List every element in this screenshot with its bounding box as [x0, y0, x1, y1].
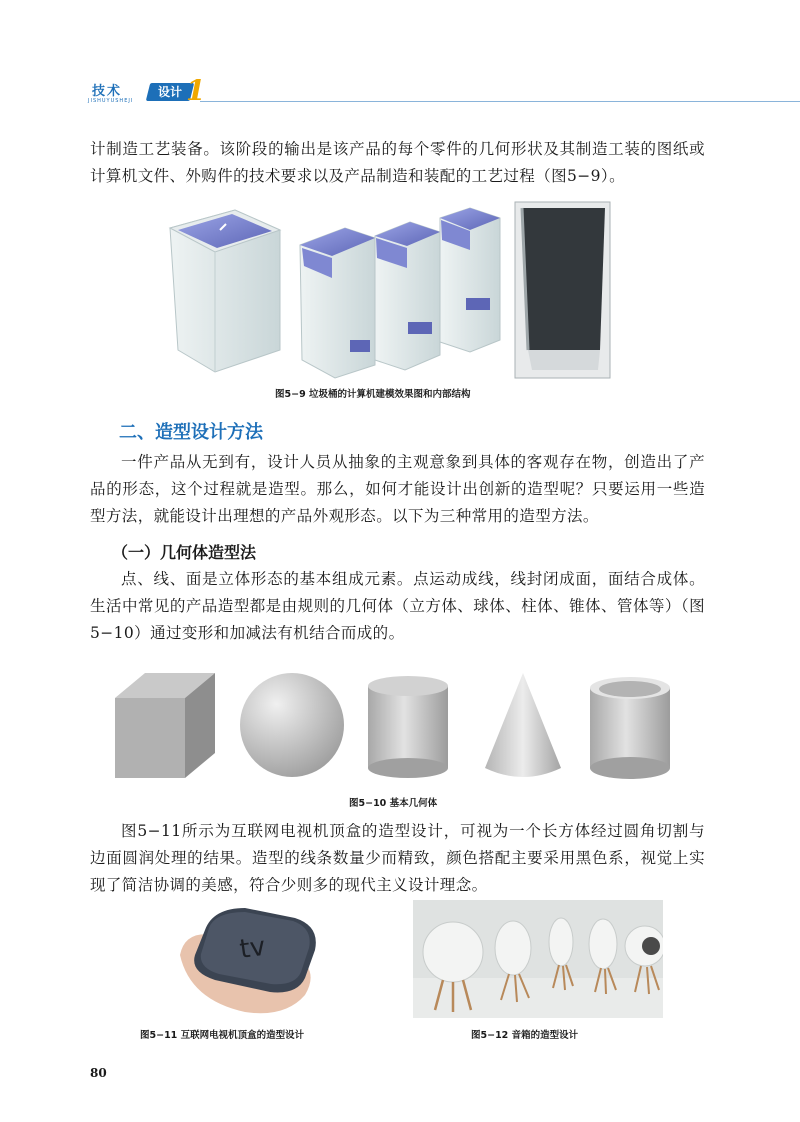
page-number: 80 — [90, 1066, 107, 1080]
cone-shape — [485, 673, 561, 777]
section-heading: 二、造型设计方法 — [119, 422, 263, 443]
caption-figure-5-9: 图5−9 垃圾桶的计算机建模效果图和内部结构 — [275, 389, 471, 400]
caption-figure-5-10: 图5−10 基本几何体 — [349, 798, 438, 809]
paragraph-styling-method: 一件产品从无到有，设计人员从抽象的主观意象到具体的客观存在物，创造出了产品的形态，这个过程就是造型。那么，如何才能设计出创新的造型呢？只要运用一些造型方法，就能设计出理想的产品外观形态。以下为三种常用的造型方法。 — [90, 453, 705, 525]
figure-5-11-tv-box — [175, 900, 325, 1018]
header-volume-number: 1 — [186, 74, 206, 107]
subsection-heading: （一）几何体造型法 — [112, 543, 257, 562]
header-badge-label: 设计 — [157, 85, 182, 99]
paragraph-intro: 计制造工艺装备。该阶段的输出是该产品的每个零件的几何形状及其制造工装的图纸或计算机文件、外购件的技术要求以及产品制造和装配的工艺过程（图5−9）。 — [90, 140, 705, 185]
paragraph-geometry: 点、线、面是立体形态的基本组成元素。点运动成线，线封闭成面，面结合成体。生活中常见的产品造型都是由规则的几何体（立方体、球体、柱体、锥体、管体等）（图5−10）通过变形和加减法有机结合而成的。 — [90, 570, 705, 642]
header-pinyin: JISHUYUSHEJI — [88, 98, 134, 104]
caption-figure-5-11: 图5−11 互联网电视机顶盒的造型设计 — [140, 1030, 305, 1041]
sphere-shape — [240, 673, 344, 777]
header-subject: 技术 — [92, 84, 123, 99]
figure-5-12-speakers — [413, 900, 663, 1018]
triple-bins — [300, 208, 500, 378]
tv-box-logo: tv — [237, 931, 268, 965]
figure-5-9-trash-bins — [160, 200, 620, 380]
cube-shape — [115, 673, 215, 778]
figure-5-10-basic-solids — [100, 668, 700, 788]
bin-cutaway — [515, 202, 610, 378]
header-rule — [200, 101, 800, 102]
paragraph-tv-box: 图5−11所示为互联网电视机顶盒的造型设计，可视为一个长方体经过圆角切割与边面圆润处理的结果。造型的线条数量少而精致，颜色搭配主要采用黑色系，视觉上实现了简洁协调的美感，符合少则多的现代主义设计理念。 — [90, 822, 705, 894]
cylinder-shape — [368, 676, 448, 778]
caption-figure-5-12: 图5−12 音箱的造型设计 — [471, 1030, 579, 1041]
tube-shape — [590, 677, 670, 779]
single-bin — [170, 210, 280, 372]
